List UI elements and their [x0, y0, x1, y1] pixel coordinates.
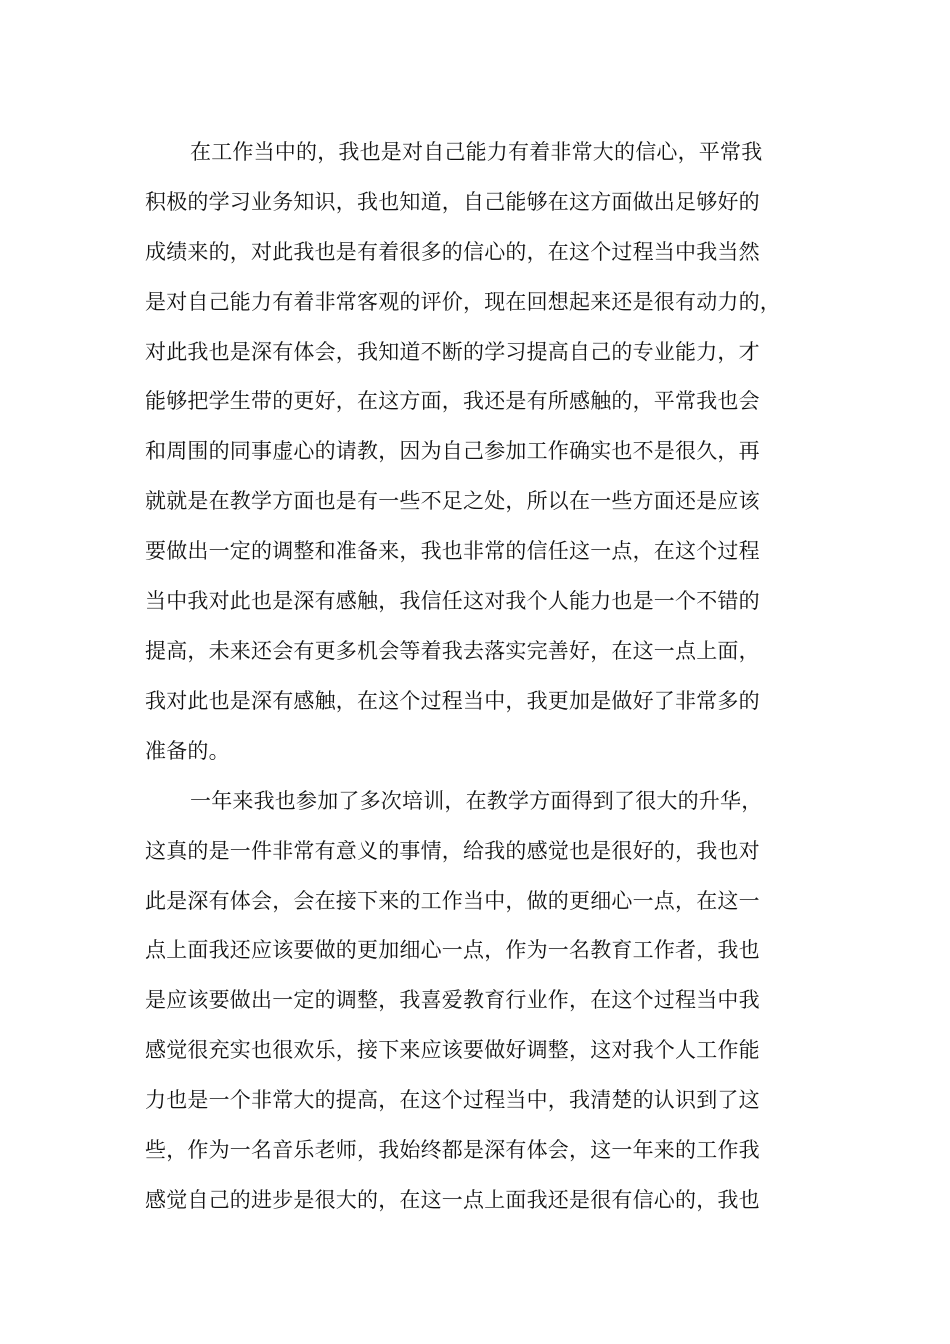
paragraph-1-line-8: 就就是在教学方面也是有一些不足之处，所以在一些方面还是应该	[145, 489, 760, 513]
paragraph-1-line-4: 是对自己能力有着非常客观的评价，现在回想起来还是很有动力的，	[145, 290, 781, 314]
paragraph-1-line-7: 和周围的同事虚心的请教，因为自己参加工作确实也不是很久，再	[145, 439, 760, 463]
paragraph-2-line-1: 一年来我也参加了多次培训，在教学方面得到了很大的升华，	[190, 789, 763, 813]
paragraph-1-line-12: 我对此也是深有感触，在这个过程当中，我更加是做好了非常多的	[145, 689, 760, 713]
paragraph-2-line-4: 点上面我还应该要做的更加细心一点，作为一名教育工作者，我也	[145, 938, 760, 962]
paragraph-1-line-1: 在工作当中的，我也是对自己能力有着非常大的信心，平常我	[190, 140, 763, 164]
paragraph-1-line-10: 当中我对此也是深有感触，我信任这对我个人能力也是一个不错的	[145, 589, 760, 613]
paragraph-2-line-7: 力也是一个非常大的提高，在这个过程当中，我清楚的认识到了这	[145, 1088, 760, 1112]
paragraph-2-line-6: 感觉很充实也很欢乐，接下来应该要做好调整，这对我个人工作能	[145, 1038, 760, 1062]
paragraph-1-line-9: 要做出一定的调整和准备来，我也非常的信任这一点，在这个过程	[145, 539, 760, 563]
paragraph-2-line-3: 此是深有体会，会在接下来的工作当中，做的更细心一点，在这一	[145, 889, 760, 913]
paragraph-2-line-9: 感觉自己的进步是很大的，在这一点上面我还是很有信心的，我也	[145, 1188, 760, 1212]
paragraph-1-line-3: 成绩来的，对此我也是有着很多的信心的，在这个过程当中我当然	[145, 240, 760, 264]
paragraph-1-line-6: 能够把学生带的更好，在这方面，我还是有所感触的，平常我也会	[145, 389, 760, 413]
paragraph-2-line-2: 这真的是一件非常有意义的事情，给我的感觉也是很好的，我也对	[145, 839, 760, 863]
paragraph-2-line-5: 是应该要做出一定的调整，我喜爱教育行业作，在这个过程当中我	[145, 988, 760, 1012]
paragraph-1-line-13: 准备的。	[145, 739, 230, 763]
paragraph-1-line-2: 积极的学习业务知识，我也知道，自己能够在这方面做出足够好的	[145, 190, 760, 214]
paragraph-2-line-8: 些，作为一名音乐老师，我始终都是深有体会，这一年来的工作我	[145, 1138, 760, 1162]
paragraph-1-line-5: 对此我也是深有体会，我知道不断的学习提高自己的专业能力，才	[145, 340, 760, 364]
paragraph-1-line-11: 提高，未来还会有更多机会等着我去落实完善好，在这一点上面，	[145, 639, 760, 663]
